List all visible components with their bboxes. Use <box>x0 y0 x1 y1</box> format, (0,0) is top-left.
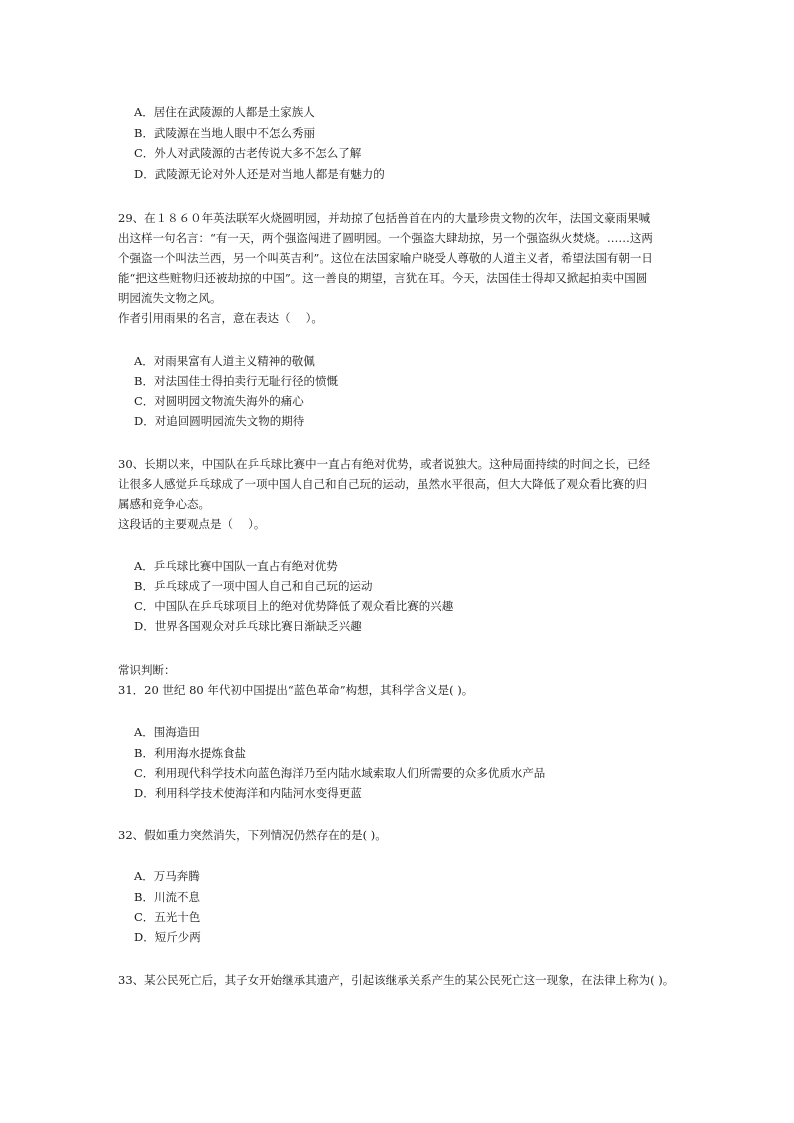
q29-option-a: A．对雨果富有人道主义精神的敬佩 <box>134 354 315 368</box>
q31-question: 31．20 世纪 80 年代初中国提出“蓝色革命”构想，其科学含义是( )。 <box>118 683 474 697</box>
q30-option-a: A．乒乓球比赛中国队一直占有绝对优势 <box>134 559 338 573</box>
q32-option-b: B．川流不息 <box>134 890 200 904</box>
q28-option-d: D．武陵源无论对外人还是对当地人都是有魅力的 <box>134 167 385 181</box>
q31-option-b: B．利用海水提炼食盐 <box>134 746 246 760</box>
q29-passage-line: 能“把这些赃物归还被劫掠的中国”。这一善良的期望，言犹在耳。今天，法国佳士得却又掀起拍卖中国圆 <box>118 271 648 285</box>
q30-passage-line: 属感和竞争心态。 <box>118 497 210 511</box>
q33-question: 33、某公民死亡后，其子女开始继承其遗产，引起该继承关系产生的某公民死亡这一现象，在法律上称为( )。 <box>118 973 675 987</box>
q30-question: 这段话的主要观点是（ ）。 <box>118 517 266 531</box>
q28-option-c: C．外人对武陵源的古老传说大多不怎么了解 <box>134 146 362 160</box>
q28-option-a: A．居住在武陵源的人都是土家族人 <box>134 105 315 119</box>
q30-option-c: C．中国队在乒乓球项目上的绝对优势降低了观众看比赛的兴趣 <box>134 599 454 613</box>
q32-option-a: A．万马奔腾 <box>134 869 200 883</box>
q31-option-d: D．利用科学技术使海洋和内陆河水变得更蓝 <box>134 786 362 800</box>
q31-option-a: A．围海造田 <box>134 725 200 739</box>
q29-option-b: B．对法国佳士得拍卖行无耻行径的愤慨 <box>134 374 338 388</box>
section-heading: 常识判断： <box>118 663 176 677</box>
q30-option-d: D．世界各国观众对乒乓球比赛日渐缺乏兴趣 <box>134 619 362 633</box>
q29-passage-line: 个强盗一个叫法兰西，另一个叫英吉利”。这位在法国家喻户晓受人尊敬的人道主义者，希望法国有朝一日 <box>118 251 653 265</box>
q29-option-c: C．对圆明园文物流失海外的痛心 <box>134 394 304 408</box>
q29-question: 作者引用雨果的名言，意在表达（ ）。 <box>118 311 323 325</box>
q30-passage-line: 让很多人感觉乒乓球成了一项中国人自己和自己玩的运动，虽然水平很高，但大大降低了观众看比赛的归 <box>118 477 647 491</box>
q31-option-c: C．利用现代科学技术向蓝色海洋乃至内陆水域索取人们所需要的众多优质水产品 <box>134 766 546 780</box>
q32-option-d: D．短斤少两 <box>134 930 201 944</box>
q32-option-c: C．五光十色 <box>134 910 201 924</box>
q29-option-d: D．对追回圆明园流失文物的期待 <box>134 414 305 428</box>
q32-question: 32、假如重力突然消失，下列情况仍然存在的是( )。 <box>118 828 387 842</box>
q30-option-b: B．乒乓球成了一项中国人自己和自己玩的运动 <box>134 579 373 593</box>
q29-passage-line: 出这样一句名言：“有一天，两个强盗闯进了圆明园。一个强盗大肆劫掠，另一个强盗纵火焚烧。……这两 <box>118 231 653 245</box>
q28-option-b: B．武陵源在当地人眼中不怎么秀丽 <box>134 126 315 140</box>
q30-passage-line: 30、长期以来，中国队在乒乓球比赛中一直占有绝对优势，或者说独大。这种局面持续的时间之长，已经 <box>118 457 651 471</box>
q29-passage-line: 29、在１８６０年英法联军火烧圆明园，并劫掠了包括兽首在内的大量珍贵文物的次年，法国文豪雨果喊 <box>118 211 651 225</box>
q29-passage-line: 明园流失文物之风。 <box>118 291 222 305</box>
